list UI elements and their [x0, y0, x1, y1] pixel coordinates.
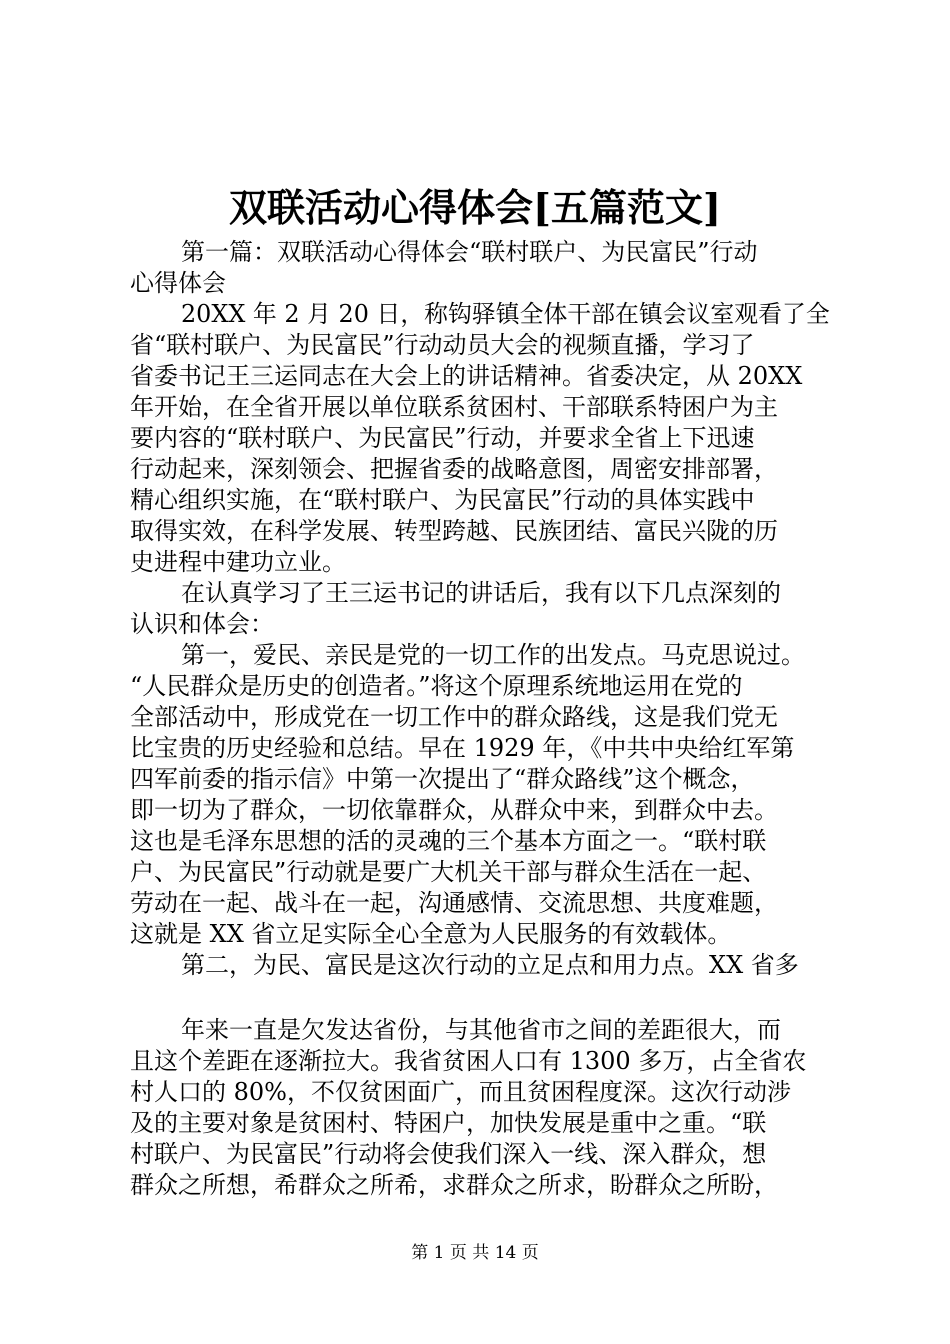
text-line: 村人口的 80%，不仅贫困面广，而且贫困程度深。这次行动涉	[130, 1078, 791, 1106]
text-line: 户、为民富民”行动就是要广大机关干部与群众生活在一起、	[130, 858, 767, 886]
text-line: 年开始，在全省开展以单位联系贫困村、干部联系特困户为主	[130, 393, 778, 421]
text-line: 四军前委的指示信》中第一次提出了“群众路线”这个概念，	[130, 765, 755, 793]
text-line: 20XX 年 2 月 20 日，称钩驿镇全体干部在镇会议室观看了全	[181, 300, 830, 328]
text-line: 第二，为民、富民是这次行动的立足点和用力点。XX 省多	[181, 951, 799, 979]
text-line: 取得实效，在科学发展、转型跨越、民族团结、富民兴陇的历	[130, 517, 778, 545]
text-line: 全部活动中，形成党在一切工作中的群众路线，这是我们党无	[130, 703, 778, 731]
text-line: 劳动在一起、战斗在一起，沟通感情、交流思想、共度难题，	[130, 889, 778, 917]
text-line: 要内容的“联村联户、为民富民”行动，并要求全省上下迅速	[130, 424, 755, 452]
text-line: 史进程中建功立业。	[130, 548, 346, 576]
text-line: 且这个差距在逐渐拉大。我省贫困人口有 1300 多万，占全省农	[130, 1047, 807, 1075]
text-line: 村联户、为民富民”行动将会使我们深入一线、深入群众，想	[130, 1140, 767, 1168]
text-line: 及的主要对象是贫困村、特困户，加快发展是重中之重。“联	[130, 1109, 767, 1137]
text-line: 第一，爱民、亲民是党的一切工作的出发点。马克思说过。	[181, 641, 805, 669]
text-line: 省“联村联户、为民富民”行动动员大会的视频直播，学习了	[130, 331, 755, 359]
text-line: 即一切为了群众，一切依靠群众，从群众中来，到群众中去。	[130, 796, 778, 824]
text-line: 这也是毛泽东思想的活的灵魂的三个基本方面之一。“联村联	[130, 827, 767, 855]
document-title: 双联活动心得体会[五篇范文]	[229, 185, 721, 230]
text-line: 心得体会	[130, 269, 226, 297]
text-line: 认识和体会：	[130, 610, 274, 638]
text-line: 第一篇：双联活动心得体会“联村联户、为民富民”行动	[181, 238, 758, 266]
text-line: 在认真学习了王三运书记的讲话后，我有以下几点深刻的	[181, 579, 781, 607]
text-line: “人民群众是历史的创造者。”将这个原理系统地运用在党的	[130, 672, 743, 700]
page-footer: 第 1 页 共 14 页	[411, 1243, 539, 1263]
text-line: 群众之所想，希群众之所希，求群众之所求，盼群众之所盼，	[130, 1171, 778, 1199]
text-line: 这就是 XX 省立足实际全心全意为人民服务的有效载体。	[130, 920, 732, 948]
text-line: 省委书记王三运同志在大会上的讲话精神。省委决定，从 20XX	[130, 362, 803, 390]
text-line: 比宝贵的历史经验和总结。早在 1929 年，《中共中央给红军第	[130, 734, 795, 762]
text-line: 年来一直是欠发达省份，与其他省市之间的差距很大，而	[181, 1016, 781, 1044]
text-line: 行动起来，深刻领会、把握省委的战略意图，周密安排部署，	[130, 455, 778, 483]
text-line: 精心组织实施，在“联村联户、为民富民”行动的具体实践中	[130, 486, 755, 514]
